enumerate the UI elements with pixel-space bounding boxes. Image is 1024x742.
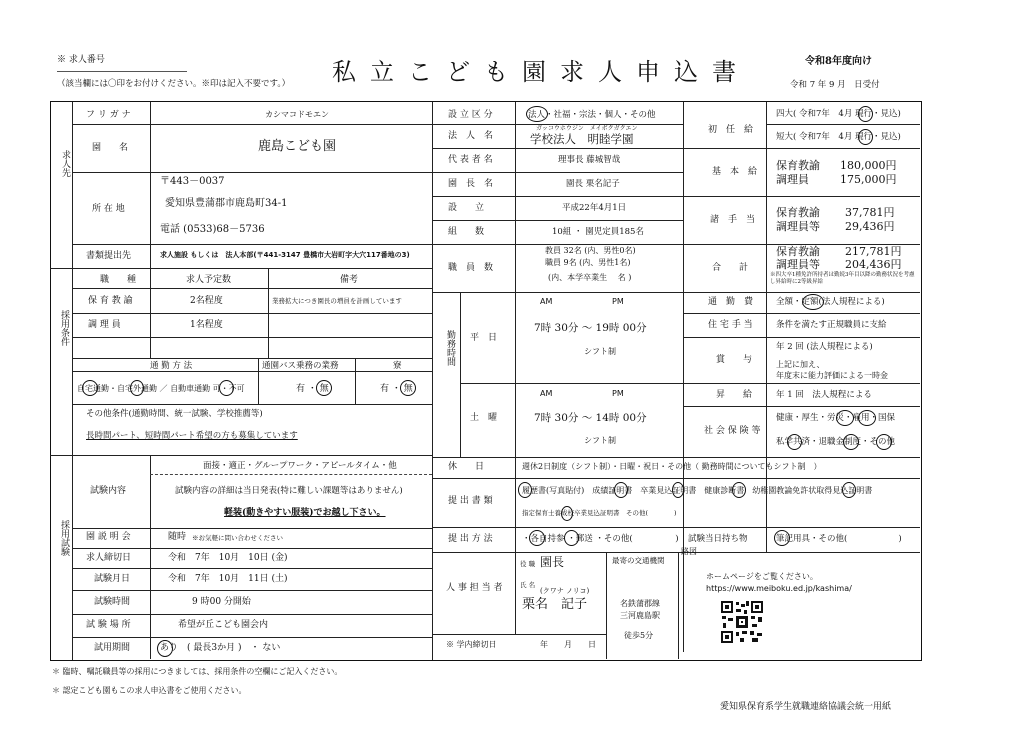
- head-value: 園長 栗名記子: [566, 179, 620, 189]
- section-shiken: 採用試験: [59, 520, 69, 556]
- insurance-label: 社 会 保 険 等: [704, 426, 761, 436]
- exam-place-label: 試 験 場 所: [86, 620, 131, 630]
- weekday-label: 平 日: [470, 333, 498, 343]
- submit-label: 書類提出先: [86, 251, 132, 261]
- starting-label: 初 任 給: [708, 125, 754, 135]
- briefing-label: 園 説 明 会: [86, 532, 131, 542]
- trial-label: 試用期間: [94, 643, 131, 653]
- staff-graduates: (内、本学卒業生 名 ): [548, 273, 632, 282]
- dorm-value: 有 ・ 無: [380, 384, 413, 394]
- footer-note-1: ＊ 臨時、嘱託職員等の採用につきましては、採用条件の空欄にご記入ください。: [52, 667, 343, 676]
- section-saiyo: 採用条件: [59, 310, 69, 346]
- address-label: 所 在 地: [92, 204, 125, 214]
- rep-label: 代 表 者 名: [448, 155, 493, 165]
- exam-time-value: 9 時00 分開始: [192, 597, 251, 607]
- deadline-label: 求人締切日: [86, 553, 132, 563]
- person-label: 氏 名: [520, 581, 536, 589]
- station-name: 三河鹿島駅: [620, 611, 660, 620]
- remarks-header: 備考: [340, 275, 359, 285]
- base-cook-amount: 175,000円: [840, 173, 897, 186]
- bus-label: 通園バス乗務の業務: [262, 361, 339, 371]
- staff-teachers: 教員 32名 (内、男性0名): [545, 246, 636, 255]
- docs-line1: 履歴書(写真貼付) 成績証明書 卒業見込証明書 健康診断書 幼稚園教論免許状取得見込証明書: [522, 486, 873, 495]
- starting-4yr: 四大( 令和7年 4月 現行・見込): [776, 109, 901, 119]
- job-header: 職 種: [100, 275, 137, 285]
- part-time-note: 長時間パート、短時間パート希望の方も募集しています: [86, 431, 298, 441]
- circle-gai: [130, 380, 144, 396]
- docs-label: 提 出 書 類: [448, 496, 493, 506]
- station-walk: 徒歩5分: [624, 631, 654, 640]
- raise-label: 昇 給: [716, 390, 753, 400]
- job1-count: 2名程度: [190, 296, 223, 306]
- name-value: 鹿島こども園: [258, 139, 337, 154]
- total-cook: 調理員等: [776, 258, 820, 271]
- commute-allow-label: 通 勤 費: [708, 297, 754, 307]
- method-value: ・各自持参 ・郵送 ・その他( ): [522, 534, 679, 544]
- class-value: 法人・社福・宗法・個人・その他: [528, 110, 656, 120]
- bonus-label: 賞 与: [716, 355, 753, 365]
- total-teacher-amount: 217,781円: [845, 245, 902, 258]
- person-value: 栗名 記子: [522, 597, 588, 612]
- bonus-line3: 年度末に能力評価による一時金: [776, 371, 888, 380]
- bonus-line2: 上記に加え、: [776, 360, 825, 369]
- total-cook-amount: 204,436円: [845, 258, 902, 271]
- exam-place-value: 希望が丘こども園会内: [178, 620, 269, 630]
- main-divider: [432, 102, 433, 660]
- allow-teacher: 保育教諭: [776, 206, 820, 219]
- exam-content-label: 試験内容: [90, 486, 127, 496]
- fiscal-year: 令和8年度向け: [805, 56, 872, 67]
- insurance-line1: 健康・厚生・労災・雇用・国保: [776, 413, 896, 423]
- allow-cook-amount: 29,436円: [845, 220, 895, 233]
- saturday-time: 7時 30分 ～ 14時 00分: [534, 412, 647, 424]
- allow-teacher-amount: 37,781円: [845, 206, 895, 219]
- job1-label: 保 育 教 諭: [88, 296, 133, 306]
- furigana-value: カシマコドモエン: [265, 110, 329, 119]
- briefing-note: ※お気軽に問い合わせください: [192, 534, 283, 542]
- footer-organization: 愛知県保育系学生就職連絡協議会統一用紙: [720, 702, 892, 712]
- postal-code: 〒443－0037: [160, 176, 225, 187]
- section-kyujin: 求人先: [60, 150, 70, 177]
- exam-line3: 軽装(動きやすい服装)でお越し下さい。: [224, 508, 386, 518]
- exam-date-label: 試験月日: [94, 574, 131, 584]
- circle-jitaku: [82, 380, 98, 396]
- base-label: 基 本 給: [712, 167, 758, 177]
- contact-label: 人 事 担 当 者: [446, 583, 503, 593]
- starting-2yr: 短大( 令和7年 4月 現行・見込): [776, 132, 901, 142]
- est-label: 設 立: [448, 203, 485, 213]
- corp-label: 法 人 名: [448, 131, 494, 141]
- commute-label: 通 勤 方 法: [150, 361, 193, 371]
- map-label: 路図: [681, 547, 697, 556]
- briefing-value: 随時: [168, 532, 187, 542]
- post-value: 園長: [540, 555, 565, 569]
- job2-label: 調 理 員: [88, 320, 121, 330]
- circle-houjin: [526, 106, 548, 122]
- job-number-line: [57, 71, 187, 72]
- base-teacher: 保育教諭: [776, 159, 820, 172]
- station-line: 名鉄蒲郡線: [620, 599, 660, 608]
- rep-value: 理事長 藤城智哉: [558, 155, 621, 165]
- housing-value: 条件を満たす正規職員に支給: [776, 320, 887, 330]
- base-cook: 調理員: [776, 173, 809, 186]
- exam-items-label: 試験当日持ち物: [688, 534, 748, 544]
- insurance-line2: 私学共済・退職金制度・その他: [776, 437, 896, 447]
- corp-value: 学校法人 明睦学園: [530, 132, 634, 146]
- school-deadline-label: ※ 学内締切日: [446, 640, 497, 649]
- dorm-label: 寮: [393, 361, 402, 371]
- head-label: 園 長 名: [448, 179, 494, 189]
- holiday-label: 休 日: [448, 462, 485, 472]
- received-date: 令和 7 年 9 月 日受付: [790, 80, 880, 90]
- exam-line2: 試験内容の詳細は当日発表(特に難しい課題等はありません): [175, 486, 403, 496]
- org-value: 10組 ・ 園児定員185名: [552, 227, 644, 237]
- total-label: 合 計: [712, 263, 749, 273]
- corp-kana: ガッコウホウジン メイボクガクエン: [536, 125, 638, 132]
- homepage-url[interactable]: https://www.meiboku.ed.jp/kashima/: [706, 584, 852, 593]
- instruction-note: （該当欄には〇印をお付けください。※印は記入不要です。）: [57, 79, 291, 89]
- trial-value: あり ( 最長3か月 ) ・ ない: [160, 643, 281, 653]
- exam-line1: 面接・適正・グループワーク・アピールタイム・他: [203, 461, 397, 471]
- person-kana: (クワナ ノリコ): [540, 587, 590, 595]
- holiday-value: 週休2日制度（シフト制）・日曜・祝日・その他（ 勤務時間についてもシフト制 ）: [522, 462, 822, 471]
- docs-line2: 指定保育士養成校卒業見込証明書 その他( ): [522, 509, 677, 517]
- address-value: 愛知県豊蒲郡市鹿島町34-1: [165, 198, 288, 209]
- exam-date-value: 令和 7年 10月 11日 (土): [168, 574, 288, 584]
- method-label: 提 出 方 法: [448, 534, 493, 544]
- kinmu-label: 勤務時間: [445, 330, 455, 366]
- count-header: 求人予定数: [186, 275, 232, 285]
- commute-value: 自宅通勤・自宅外通勤 ／ 自動車通勤 可・不可: [77, 384, 245, 393]
- page-title: 私立こども園求人申込書: [332, 58, 750, 86]
- submit-value: 求人施設 もしくは 法人本部(〒441-3147 豊橋市大岩町字大穴117番地の3): [160, 251, 410, 259]
- bonus-line1: 年 2 回 (法人規程による): [776, 342, 873, 352]
- raise-value: 年 1 回 法人規程による: [776, 390, 872, 400]
- commute-allow-value: 全額・定額(法人規程による): [776, 297, 885, 307]
- allow-cook: 調理員等: [776, 220, 820, 233]
- weekday-pm: PM: [612, 297, 624, 306]
- footer-note-2: ＊ 認定こども園もこの求人申込書をご使用ください。: [52, 686, 247, 695]
- org-label: 組 数: [448, 227, 485, 237]
- qr-code-icon[interactable]: [720, 600, 764, 644]
- saturday-shift: シフト制: [584, 436, 616, 445]
- exam-time-label: 試験時間: [94, 597, 131, 607]
- base-teacher-amount: 180,000円: [840, 159, 897, 172]
- total-teacher: 保育教諭: [776, 245, 820, 258]
- school-deadline-value: 年 月 日: [540, 640, 596, 649]
- other-conditions: その他条件(通勤時間、統一試験、学校推薦等): [86, 409, 263, 419]
- est-value: 平成22年4月1日: [562, 203, 627, 213]
- allowance-label: 諸 手 当: [710, 215, 756, 225]
- staff-label: 職 員 数: [448, 263, 494, 273]
- exam-items-value: 筆記用具・その他( ): [776, 534, 902, 544]
- staff-workers: 職員 9名 (内、男性1名): [545, 258, 631, 267]
- furigana-label: フ リ ガ ナ: [86, 110, 131, 120]
- circle-ka: [219, 380, 234, 396]
- job2-count: 1名程度: [190, 320, 223, 330]
- post-label: 役 職: [520, 560, 536, 568]
- circle-dorm-nashi: [400, 380, 416, 396]
- phone-value: 電話 (0533)68－5736: [160, 224, 265, 235]
- saturday-label: 土 曜: [470, 413, 498, 423]
- weekday-shift: シフト制: [584, 347, 616, 356]
- housing-label: 住 宅 手 当: [708, 320, 753, 330]
- job1-remarks: 業務拡大につき園長の増員を計画しています: [272, 297, 402, 305]
- homepage-text: ホームページをご覧ください。: [706, 572, 818, 581]
- total-note: ※四大卒1種免許所持者は勤続3年目以降の勤務状況を考慮し昇給時に2等級昇給: [770, 272, 915, 286]
- saturday-pm: PM: [612, 389, 624, 398]
- job-number-label: ※ 求人番号: [57, 55, 105, 65]
- deadline-value: 令和 7年 10月 10日 (金): [168, 553, 288, 563]
- name-label: 園 名: [92, 143, 129, 153]
- weekday-time: 7時 30分 ～ 19時 00分: [534, 322, 647, 334]
- class-label: 設 立 区 分: [448, 110, 493, 120]
- circle-bus-nashi: [316, 380, 332, 396]
- bus-value: 有 ・ 無: [296, 384, 329, 394]
- weekday-am: AM: [540, 297, 553, 306]
- saturday-am: AM: [540, 389, 553, 398]
- circle-trial-ari: [157, 640, 173, 657]
- station-label: 最寄の交通機関: [612, 556, 665, 565]
